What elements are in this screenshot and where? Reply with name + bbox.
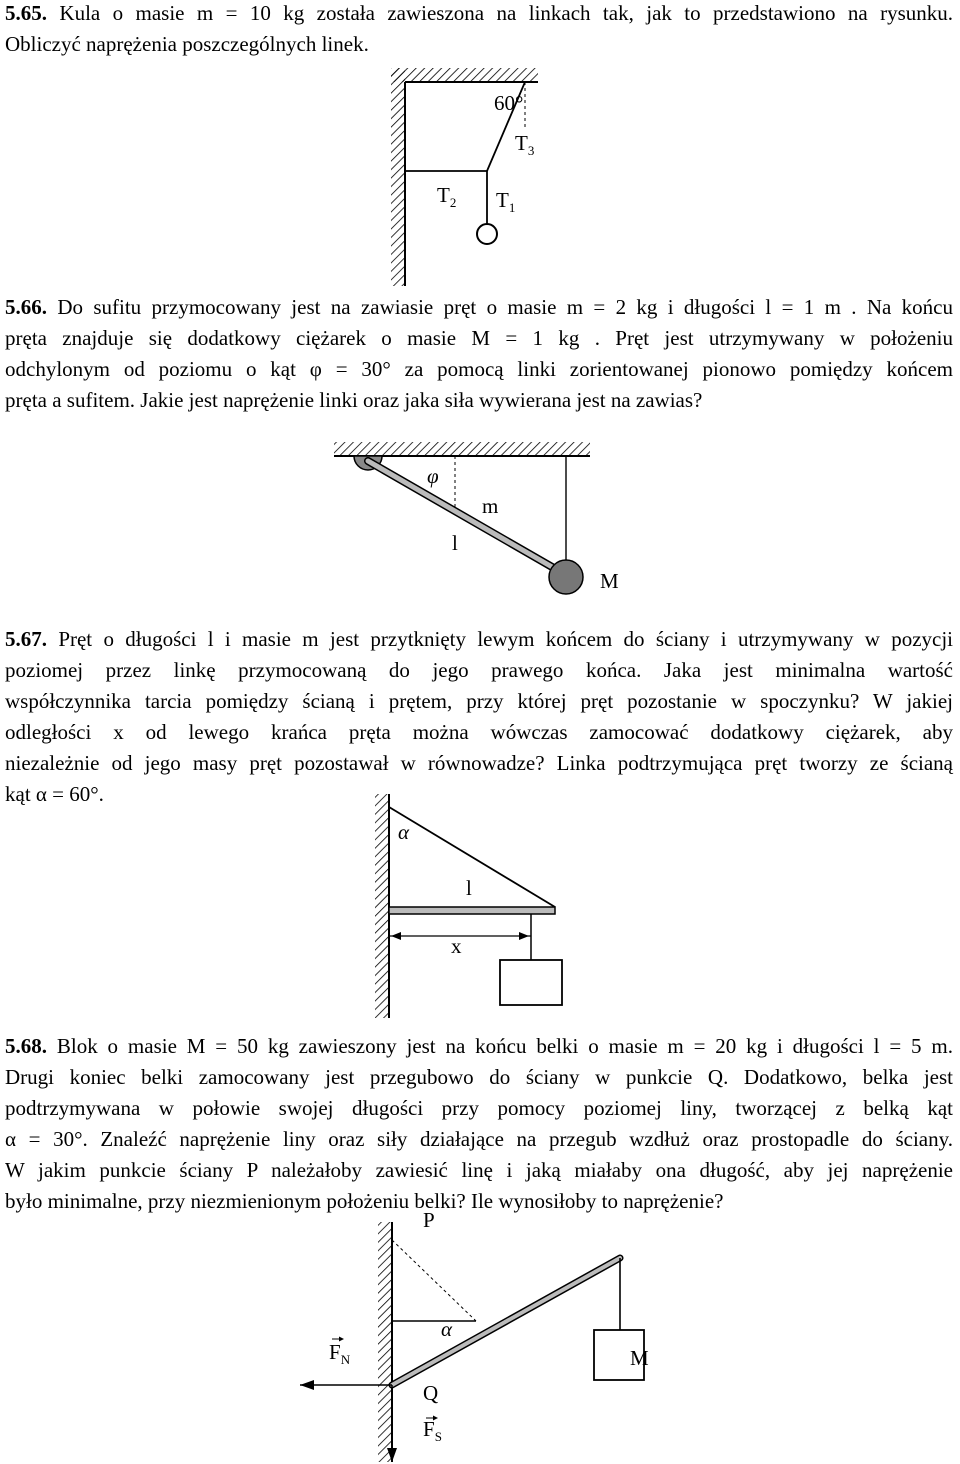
wall-hatch: [378, 1222, 392, 1462]
alpha-label: α: [398, 820, 410, 844]
problem-line: Do sufitu przymocowany jest na zawiasie pręt o masie m = 2 kg i długości l = 1 m . Na końcu: [57, 295, 954, 319]
P-label: P: [423, 1208, 435, 1232]
problem-line: pręta znajduje się dodatkowy ciężarek o masie M = 1 kg . Pręt jest utrzymywany w położeniu: [5, 326, 953, 350]
ceiling-hatch: [334, 442, 590, 456]
l-label: l: [452, 531, 458, 555]
wall-hatch: [391, 68, 405, 286]
rod: [389, 907, 555, 914]
alpha-label: α: [441, 1317, 453, 1341]
ball: [477, 224, 497, 244]
label-t1: $T_1$: [496, 188, 516, 215]
ceiling-hatch: [391, 68, 538, 82]
svg-text:FN: $F_N$: [329, 1340, 351, 1367]
problem-line: W jakim punkcie ściany P należałoby zawiesić linę i jaką miałaby ona długość, aby jej naprężenie: [5, 1158, 953, 1182]
figure-5-68: [0, 1204, 960, 1464]
support-rope: [389, 807, 555, 907]
M-label: M: [600, 569, 619, 593]
rod: [368, 461, 566, 575]
label-t3: $T_3$: [515, 131, 535, 158]
figure-5-66: [0, 430, 960, 600]
problem-line: Blok o masie M = 50 kg zawieszony jest na końcu belki o masie m = 20 kg i długości l = 5 m.: [56, 1034, 953, 1058]
svg-text:FS: $F_S$: [423, 1417, 442, 1444]
problem-line: kąt α = 60°.: [5, 782, 104, 806]
optimal-rope-dashed: [392, 1240, 476, 1321]
M-label: M: [630, 1346, 649, 1370]
angle-label: 60°: [494, 91, 524, 115]
arrow-fn-icon: [300, 1380, 314, 1390]
problem-5-68-text: [5, 1031, 953, 1217]
problem-line: Drugi koniec belki zamocowany jest przegubowo do ściany w punkcie Q. Dodatkowo, belka jest: [5, 1065, 953, 1089]
weight-block: [500, 960, 562, 1005]
problem-line: niezależnie od jego masy pręt pozostawał w równowadze? Linka podtrzymująca pręt tworzy ze ścianą: [5, 751, 953, 775]
problem-line: pręta a sufitem. Jakie jest naprężenie linki oraz jaka siła wywierana jest na zawias?: [5, 388, 703, 412]
problem-line: współczynnika tarcia pomiędzy ścianą i prętem, przy której pręt pozostanie w spoczynku? W jakiej: [5, 689, 953, 713]
problem-line: Pręt o długości l i masie m jest przytknięty lewym końcem do ściany i utrzymywany w pozycji: [58, 627, 954, 651]
problem-5-66-text: [5, 292, 953, 416]
problem-line: odchylonym od poziomu o kąt φ = 30° za pomocą linki zorientowanej pionowo pomiędzy końcem: [5, 357, 953, 381]
figure-5-67: [0, 790, 960, 1020]
problem-line: poziomej przez linkę przymocowaną do jego prawego końca. Jaka jest minimalna wartość: [5, 658, 953, 682]
phi-label: φ: [427, 464, 439, 488]
problem-number: 5.66.: [5, 295, 47, 319]
problem-number: 5.65.: [5, 1, 47, 25]
Q-label: Q: [423, 1381, 439, 1405]
problem-line: podtrzymywana w połowie swojej długości przy pomocy poziomej liny, tworzącej z belką kąt: [5, 1096, 953, 1120]
label-fn: [329, 1337, 351, 1368]
problem-line: Kula o masie m = 10 kg została zawieszona na linkach tak, jak to przedstawiono na rysunku.: [59, 1, 954, 25]
figure-5-65: [0, 0, 960, 300]
problem-line: odległości x od lewego krańca pręta można wówczas zamocować dodatkowy ciężarek, aby: [5, 720, 953, 744]
problem-5-67-text: [5, 624, 953, 810]
x-label: x: [451, 934, 462, 958]
wall-hatch: [375, 794, 389, 1018]
m-label: m: [482, 494, 499, 518]
arrow-left-icon: [391, 932, 401, 940]
problem-line: było minimalne, przy niezmienionym położeniu belki? Ile wynosiłoby to naprężenie?: [5, 1189, 724, 1213]
label-t2: $T_2$: [437, 183, 457, 210]
arrow-right-icon: [519, 932, 529, 940]
mass-ball: [549, 560, 583, 594]
l-label: l: [466, 876, 472, 900]
problem-line: α = 30°. Znaleźć naprężenie liny oraz siły działające na przegub wzdłuż oraz prostopadle do ściany.: [5, 1127, 953, 1151]
label-fs: [423, 1416, 442, 1445]
problem-number: 5.67.: [5, 627, 47, 651]
problem-number: 5.68.: [5, 1034, 47, 1058]
problem-line: Obliczyć naprężenia poszczególnych linek.: [5, 32, 369, 56]
